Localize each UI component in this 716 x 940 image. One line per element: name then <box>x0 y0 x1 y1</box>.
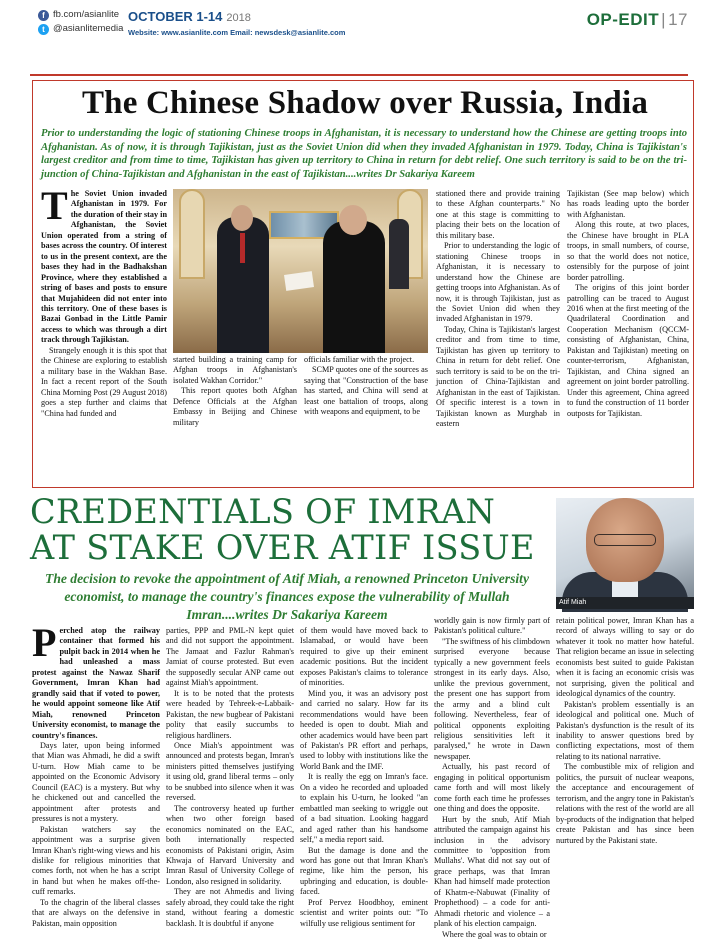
photo-tie <box>240 233 245 263</box>
twitter-link[interactable]: @asianlitemedia <box>53 23 124 34</box>
story2-col3-paragraph: of them would have moved back to Islamabad, or would have been required to give up their eminent academic positions. But the incident exposes Pakistan's claims to tolerance of minorities. <box>300 626 428 688</box>
photo-figure-right <box>323 221 385 353</box>
story1-col4-paragraph: stationed there and provide training to these Afghan counterparts." No one at this stage is committing to placing their bets on the location of this military base. <box>436 189 560 240</box>
story2-col5-paragraph: Pakistan's problem essentially is an ideological and political one. Much of Pakistan's dysfunction is the result of its inability to answer questions bred by conflicting expectations, most of them relating to its national narrative. <box>556 699 694 761</box>
story2-col1-paragraph: Pakistan watchers say the appointment was a surprise given Imran Khan's right-wing views and his dislike for religious minorities that comes forth, not when he has a script in hand but when he makes off-the-cuff remarks. <box>32 824 160 897</box>
story1-col2-paragraph: started building a training camp for Afghan troops in Afghanistan's isolated Wakhan Corridor." <box>173 355 297 385</box>
story2-col2-paragraph: It is to be noted that the protests were headed by Tehreek-e-Labbaik-Pakistan, the new bugbear of Pakistani polity that easily succumbs to religious hardliners. <box>166 688 294 740</box>
story1-col1-paragraph: Strangely enough it is this spot that the Chinese are exploring to establish a military base in the Wakhan Base. In fact a recent report of the South China Morning Post (29 August 2018) goes a step further and claims that "China had funded and <box>41 345 167 418</box>
photo-caption: Atif Miah <box>556 597 694 609</box>
story1-col2-paragraph: This report quotes both Afghan Defence Officials at the Afghan Embassy in Beijing and Chinese military <box>173 386 297 427</box>
photo-background-figure <box>389 219 409 289</box>
story2-column-2 <box>166 626 294 928</box>
story2-col2-paragraph: parties, PPP and PML-N kept quiet and did not support the appointment. The Jamaat and Fazlur Rahman's Jamiat of course protested. But even the supposedly secular ANP came out against Miah's appointment. <box>166 626 294 688</box>
story2-column-3 <box>300 626 428 928</box>
story1-photo <box>173 189 428 353</box>
story2-col1-paragraph: Days later, upon being informed that Mian was Ahmadi, he did a swift U-turn. How Miah came to be appointed on the Economic Advisory Council (EAC) is a mystery. But why he chickened out and cancelled the appointment after protests and pressures is not a mystery. <box>32 740 160 824</box>
story1-column-2 <box>173 355 297 485</box>
story-chinese-shadow <box>32 80 694 488</box>
photo-document <box>284 271 314 291</box>
photo-head-left <box>231 205 253 231</box>
story2-photo <box>556 498 694 597</box>
story2-col3-paragraph: Prof Pervez Hoodbhoy, eminent scientist and writer points out: "To wilfully use religious sentiment for <box>300 897 428 928</box>
story2-col3-paragraph: But the damage is done and the word has gone out that Imran Khan's regime, like him the person, his upbringing and education, is double-faced. <box>300 845 428 897</box>
story1-column-5 <box>567 189 689 485</box>
story1-column-1 <box>41 183 167 485</box>
photo-head-right <box>339 205 367 235</box>
story1-headline: The Chinese Shadow over Russia, India <box>81 85 649 121</box>
story2-column-5 <box>556 616 694 888</box>
story2-col4-paragraph: Where the goal was to obtain or <box>442 929 547 939</box>
section-label <box>587 10 688 30</box>
story2-col5-paragraph: retain political power, Imran Khan has a record of always willing to say or do whatever it took no matter how hateful. That religion became an issue in selecting economists best suited to guide Pakistan when it is facing an economic crisis was not surprising, given the political and ideological dynamics of the country. <box>556 616 694 699</box>
story2-col2-paragraph: The controversy heated up further when two other foreign based economics nominated on the EAC, both internationally respected economists of Pakistani origin, Asim Khwaja of Harvard University and Imran Rasul of University College of London, also resigned in solidarity. <box>166 803 294 886</box>
story1-col5-paragraph: Along this route, at two places, the Chinese have brought in PLA troops, in small numbers, of course, so that the world does not notice, ostensibly for the purpose of joint border patrolling. <box>567 220 689 282</box>
story2-col2-paragraph: Once Miah's appointment was announced and protests began, Imran's ministers pitted themselves justifying it using old, grand liberal terms – only to be snubbed into silence when it was reversed. <box>166 740 294 803</box>
section-name: OP-EDIT <box>586 10 660 29</box>
story2-standfirst: The decision to revoke the appointment of Atif Miah, a renowned Princeton University economist, to manage the country's finances expose the vulnerability of Mullah Imran....writes Dr Sakariya Kareem <box>45 571 529 622</box>
story1-dropcap: T <box>41 183 68 228</box>
story1-col3-paragraph: SCMP quotes one of the sources as saying that "Construction of the base has started, and China will send at least one battalion of troops, along with weapons and equipment, to be <box>304 365 428 417</box>
story2-col5-paragraph: The combustible mix of religion and politics, the pursuit of nuclear weapons, the acceptance and encouragement of terrorism, and the angry tone in Pakistan's relations with the rest of the world are all by-products of the indignation that helped create Pakistan and has since been nurtured by the Pakistani state. <box>556 762 694 845</box>
story2-col4-paragraph: Hurt by the snub, Atif Miah attributed the campaign against his inclusion in the advisory committee to 'opposition from Mullahs'. What did not say out of grace perhaps, was that Imran Khan had himself made protection of Khatm-e-Nabuwat (Finality of Prophethood) – a code for anti-Ahmadi rhetoric and violence – a plank of his election campaign. <box>434 814 550 929</box>
story1-col3-paragraph: officials familiar with the project. <box>304 355 415 364</box>
story2-column-1 <box>32 620 160 928</box>
story1-standfirst: Prior to understanding the logic of stationing Chinese troops in Afghanistan, it is necessary to understand how the Chinese are getting troops into Afghanistan. As of now, it is through Tajikistan, just as the Soviet Union did when they invaded Afghanistan in 1979. Today, China is Tajikistan's largest creditor and from time to time, Tajikistan has given up territory to China in return for debt relief. One such territory is said to be on the tri-junction of China-Tajikistan and Afghanistan in the east of Tajikistan....writes Dr Sakariya Kareem <box>41 128 687 180</box>
story2-col4-paragraph: Actually, his past record of engaging in political opportunism came forth and will most likely come forth each time he professes one thing and does the opposite. <box>434 762 550 814</box>
photo-glasses <box>594 534 656 546</box>
story2-column-4 <box>434 616 550 939</box>
story1-col5-paragraph: The origins of this joint border patrolling can be traced to August 2016 when at the first meeting of the Quadrilateral Coordination and Cooperation Mechanism (QCCM-consisting of Afghanistan, China, Pakistan and Tajikistan) meeting on counter-terrorism, Afghanistan, Tajikistan, and China signed an agreement on joint border patrolling. Under this agreement, China agreed to fund the construction of 11 border outposts for Tajikistan. <box>567 283 689 418</box>
social-links <box>38 8 123 36</box>
header-rule <box>30 74 688 76</box>
section-divider: | <box>661 10 667 29</box>
website-line[interactable]: Website: www.asianlite.com Email: newsdesk@asianlite.com <box>128 28 346 37</box>
twitter-icon: t <box>38 24 49 35</box>
story2-headline: CREDENTIALS OF IMRAN AT STAKE OVER ATIF ISSUE <box>30 492 535 567</box>
story2-col3-paragraph: It is really the egg on Imran's face. On a video he recorded and uploaded to explain his U-turn, he looked "an embattled man seeking to wriggle out of a bad situation. Looking haggard and aged rather than his handsome self," a media report said. <box>300 772 428 845</box>
facebook-link[interactable]: fb.com/asianlite <box>53 9 120 20</box>
story1-col4-paragraph: Prior to understanding the logic of stationing Chinese troops in Afghanistan, it is necessary to understand how the Chinese are getting troops into Afghanistan. As of now, it is through Tajikistan, just as the Soviet Union did when they invaded Afghanistan in 1979. <box>436 241 560 324</box>
issue-date: OCTOBER 1-14 <box>128 9 223 24</box>
story2-lead: erched atop the railway container that formed his pulpit back in 2014 when he had unleashed a mass protest against the Nawaz Sharif Government, Imran Khan had grandly said that if voted to power, he would appoint someone like Atif Miah, renowned Princeton University economist, to manage the country's finances. <box>32 626 160 740</box>
masthead <box>0 0 716 72</box>
story2-col1-paragraph: To the chagrin of the liberal classes that are always on the defensive in Pakistan, main opposition <box>32 897 160 928</box>
facebook-icon: f <box>38 10 49 21</box>
story1-col4-paragraph: Today, China is Tajikistan's largest creditor and from time to time, Tajikistan has given up territory to China in return for debt relief. One such territory is said to be on the tri-junction of China-Tajikistan and Afghanistan in the east of Tajikistan. Of specific interest is a town in Tajikistan known as Murghab in eastern <box>436 324 560 428</box>
photo-arch <box>179 189 205 279</box>
story1-column-4 <box>436 189 560 485</box>
story2-col4-paragraph: "The swiftness of his climbdown surprised everyone because typically a new government feels strongest in its early days. Also, unlike the previous government, the present one has support from the army and a blind cult following. Nevertheless, fear of political opponents exploiting religious sensitivities left it paralysed," he wrote in Dawn newspaper. <box>434 636 550 761</box>
story1-column-3 <box>304 355 428 485</box>
story2-col3-paragraph: Mind you, it was an advisory post and carried no salary. How far its recommendations would have been heeded is open to doubt. Miah and other academics would have been part of Pakistan's PR effort and perhaps, used to lobby with institutions like the World Bank and the IMF. <box>300 688 428 771</box>
story1-lead: he Soviet Union invaded Afghanistan in 1979. For the duration of their stay in Afghanistan, the Soviet Union operated from a string of bases across the country. Of interest to us in the present context, are the bases they had in the Badhakshan Province, where they established a string of bases and posts to ensure that Mujahideen did not enter into this territory. One of these bases is Bazai Gonbad in the Little Pamir access to which was through a dirt track through Tajikistan. <box>41 189 167 345</box>
issue-year: 2018 <box>226 12 251 24</box>
story2-col2-paragraph: They are not Ahmedis and living safely abroad, they could take the right stand, without fearing a domestic backlash. It is doubtful if anyone <box>166 887 294 928</box>
story2-dropcap: P <box>32 620 57 665</box>
issue-info <box>128 8 345 37</box>
page-number: 17 <box>668 10 688 29</box>
story2-col4-paragraph: worldly gain is now firmly part of Pakistan's political culture." <box>434 616 550 636</box>
story1-col5-paragraph: Tajikistan (See map below) which has roads leading upto the border with Afghanistan. <box>567 189 689 219</box>
